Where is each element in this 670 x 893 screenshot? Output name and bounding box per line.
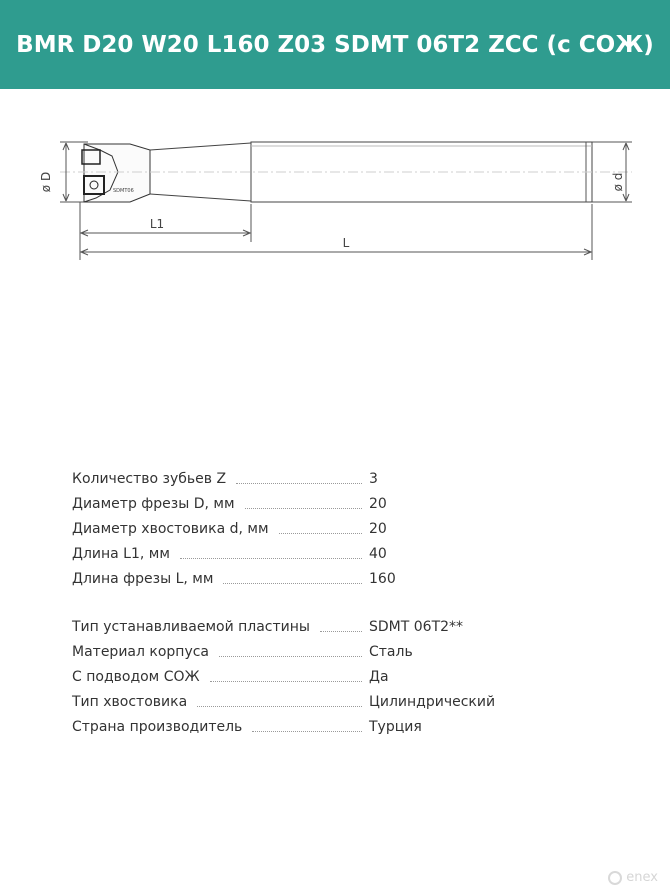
spec-label: Тип хвостовика (72, 694, 188, 710)
spec-value: Да (369, 669, 389, 685)
spec-label: С подводом СОЖ (72, 669, 200, 685)
spec-value: SDMT 06T2** (369, 619, 464, 635)
spec-value: 20 (369, 521, 387, 537)
spec-label: Диаметр хвостовика d, мм (72, 521, 269, 537)
dot-leader (197, 706, 362, 707)
dot-leader (223, 583, 362, 584)
spec-row (72, 519, 512, 544)
page-header (0, 0, 670, 89)
spec-row (72, 642, 512, 667)
logo-ring-icon (608, 871, 622, 885)
spec-value: Цилиндрический (369, 694, 496, 710)
spec-label: Диаметр фрезы D, мм (72, 496, 235, 512)
dot-leader (210, 681, 362, 682)
spec-label: Длина L1, мм (72, 546, 170, 562)
label-L: L (342, 236, 350, 250)
specs-group-properties (72, 617, 512, 742)
spec-value: 20 (369, 496, 387, 512)
spec-value: Сталь (369, 644, 413, 660)
spec-value: 160 (369, 571, 396, 587)
dot-leader (279, 533, 362, 534)
specs-group-dimensions (72, 469, 512, 594)
spec-label: Количество зубьев Z (72, 471, 227, 487)
spec-value: Турция (369, 719, 422, 735)
technical-drawing (0, 120, 670, 270)
dot-leader (236, 483, 362, 484)
dot-leader (320, 631, 362, 632)
label-d: ø d (611, 172, 625, 192)
watermark-text: enex (626, 870, 658, 885)
spec-label: Страна производитель (72, 719, 243, 735)
dot-leader (245, 508, 362, 509)
spec-value: 40 (369, 546, 387, 562)
insert-marking: SDMT06 (113, 188, 134, 194)
spec-row (72, 667, 512, 692)
spec-label: Тип устанавливаемой пластины (72, 619, 310, 635)
tool-drawing-svg (0, 120, 670, 270)
spec-row (72, 469, 512, 494)
spec-row (72, 494, 512, 519)
watermark-logo (608, 870, 658, 885)
label-L1: L1 (149, 217, 165, 231)
spec-row (72, 569, 512, 594)
label-D: ø D (39, 171, 53, 193)
dot-leader (219, 656, 362, 657)
dot-leader (180, 558, 362, 559)
spec-label: Материал корпуса (72, 644, 210, 660)
spec-label: Длина фрезы L, мм (72, 571, 214, 587)
spec-row (72, 717, 512, 742)
spec-value: 3 (369, 471, 378, 487)
product-title: BMR D20 W20 L160 Z03 SDMT 06T2 ZCC (с СОЖ) (16, 31, 654, 58)
spec-row (72, 544, 512, 569)
spec-row (72, 617, 512, 642)
spec-row (72, 692, 512, 717)
dot-leader (252, 731, 362, 732)
